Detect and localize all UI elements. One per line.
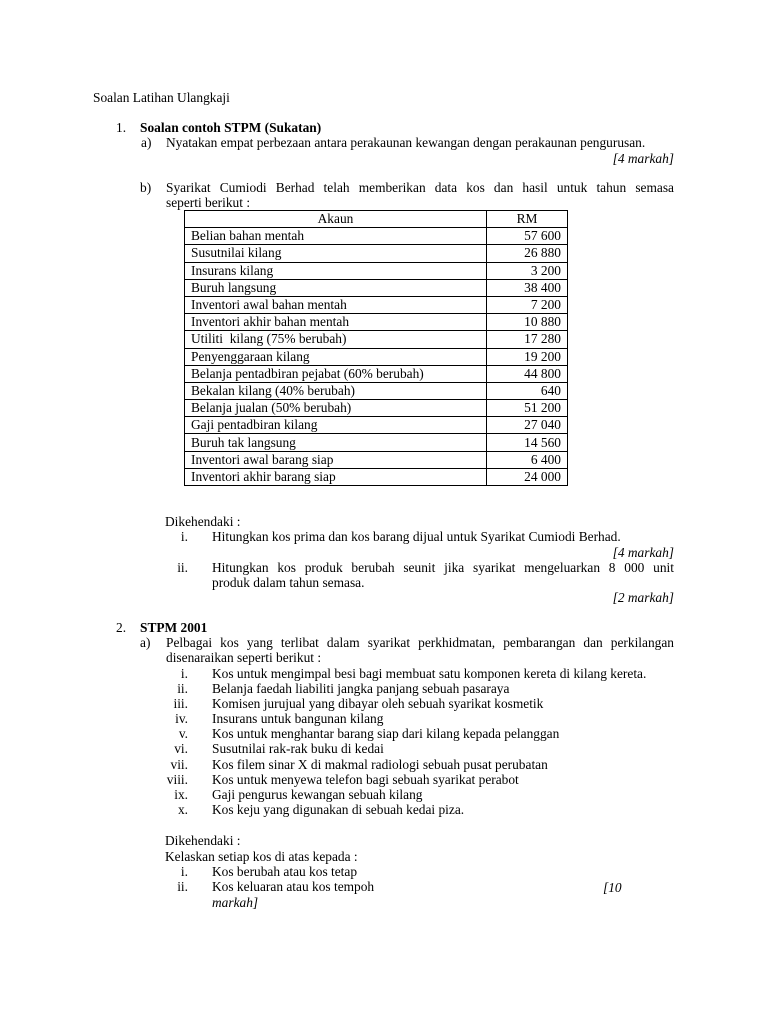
table-row <box>185 348 568 365</box>
q2-marks-part2: markah] <box>212 895 259 910</box>
amount-cell: 38 400 <box>487 279 568 296</box>
account-cell: Inventori awal bahan mentah <box>185 296 487 313</box>
amount-cell: 640 <box>487 382 568 399</box>
amount-cell: 24 000 <box>487 468 568 485</box>
list-item-label: vi. <box>174 741 188 756</box>
q1-required-heading: Dikehendaki : <box>165 514 241 529</box>
list-item-text: Insurans untuk bangunan kilang <box>212 711 384 726</box>
q2-required-heading: Dikehendaki : <box>165 833 241 848</box>
account-cell: Inventori akhir barang siap <box>185 468 487 485</box>
q1-a-text: Nyatakan empat perbezaan antara perakaunan kewangan dengan perakaunan pengurusan. <box>166 135 646 150</box>
account-cell: Penyenggaraan kilang <box>185 348 487 365</box>
amount-cell: 26 880 <box>487 245 568 262</box>
account-cell: Belanja pentadbiran pejabat (60% berubah) <box>185 365 487 382</box>
account-cell: Inventori akhir bahan mentah <box>185 314 487 331</box>
table-row <box>185 400 568 417</box>
q2-a-label: a) <box>140 635 151 650</box>
table-row <box>185 279 568 296</box>
account-cell: Insurans kilang <box>185 262 487 279</box>
account-cell: Bekalan kilang (40% berubah) <box>185 382 487 399</box>
account-cell: Utiliti kilang (75% berubah) <box>185 331 487 348</box>
table-row <box>185 262 568 279</box>
q1-a-label: a) <box>141 135 152 150</box>
account-cell: Gaji pentadbiran kilang <box>185 417 487 434</box>
amount-cell: 57 600 <box>487 228 568 245</box>
list-item-label: vii. <box>170 757 188 772</box>
list-item-text: Susutnilai rak-rak buku di kedai <box>212 741 384 756</box>
account-cell: Belanja jualan (50% berubah) <box>185 400 487 417</box>
list-item-text: Kos keju yang digunakan di sebuah kedai piza. <box>212 802 465 817</box>
account-cell: Buruh tak langsung <box>185 434 487 451</box>
q1-req-i-text: Hitungkan kos prima dan kos barang dijual untuk Syarikat Cumiodi Berhad. <box>212 529 621 544</box>
list-item-label: ii. <box>177 681 188 696</box>
amount-cell: 51 200 <box>487 400 568 417</box>
q1-number: 1. <box>116 120 127 135</box>
list-item-label: i. <box>180 666 188 681</box>
q2-classify-text: Kelaskan setiap kos di atas kepada : <box>165 849 358 864</box>
header-amount: RM <box>487 211 568 228</box>
q2-class-i-label: i. <box>180 864 188 879</box>
amount-cell: 3 200 <box>487 262 568 279</box>
amount-cell: 27 040 <box>487 417 568 434</box>
amount-cell: 17 280 <box>487 331 568 348</box>
list-item-text: Kos untuk menghantar barang siap dari kilang kepada pelanggan <box>212 726 560 741</box>
q1-a-marks: [4 markah] <box>612 151 674 166</box>
q2-class-i-text: Kos berubah atau kos tetap <box>212 864 358 879</box>
table-row <box>185 434 568 451</box>
list-item-label: iv. <box>175 711 188 726</box>
list-item-label: v. <box>178 726 188 741</box>
table-row <box>185 417 568 434</box>
q2-a-line2: disenaraikan seperti berikut : <box>166 650 322 665</box>
list-item-label: x. <box>177 802 188 817</box>
q1-heading: Soalan contoh STPM (Sukatan) <box>140 120 322 135</box>
q1-req-ii-line2: produk dalam tahun semasa. <box>212 575 365 590</box>
amount-cell: 19 200 <box>487 348 568 365</box>
amount-cell: 10 880 <box>487 314 568 331</box>
amount-cell: 7 200 <box>487 296 568 313</box>
table-header-row <box>185 211 568 228</box>
q1-req-i-marks: [4 markah] <box>612 545 674 560</box>
list-item-label: iii. <box>173 696 188 711</box>
q2-class-ii-label: ii. <box>177 879 188 894</box>
account-cell: Susutnilai kilang <box>185 245 487 262</box>
table-row <box>185 314 568 331</box>
q1-b-text-line2: seperti berikut : <box>166 195 251 210</box>
amount-cell: 44 800 <box>487 365 568 382</box>
list-item-text: Gaji pengurus kewangan sebuah kilang <box>212 787 423 802</box>
q1-req-ii-marks: [2 markah] <box>612 590 674 605</box>
table-row <box>185 245 568 262</box>
q2-heading: STPM 2001 <box>140 620 208 635</box>
list-item-text: Kos filem sinar X di makmal radiologi sebuah pusat perubatan <box>212 757 548 772</box>
cost-data-table <box>184 210 568 486</box>
q2-number: 2. <box>116 620 127 635</box>
header-account: Akaun <box>185 211 487 228</box>
q1-req-i-label: i. <box>180 529 188 544</box>
account-cell: Belian bahan mentah <box>185 228 487 245</box>
table-row <box>185 365 568 382</box>
amount-cell: 6 400 <box>487 451 568 468</box>
account-cell: Buruh langsung <box>185 279 487 296</box>
table-row <box>185 468 568 485</box>
q1-b-label: b) <box>140 180 152 195</box>
table-row <box>185 382 568 399</box>
table-row <box>185 296 568 313</box>
table-row <box>185 331 568 348</box>
q1-b-text-line1: Syarikat Cumiodi Berhad telah memberikan data kos dan hasil untuk tahun semasa <box>166 180 674 195</box>
amount-cell: 14 560 <box>487 434 568 451</box>
list-item-label: ix. <box>174 787 188 802</box>
account-cell: Inventori awal barang siap <box>185 451 487 468</box>
list-item-label: viii. <box>166 772 188 787</box>
page-title: Soalan Latihan Ulangkaji <box>93 90 230 105</box>
list-item-text: Komisen jurujual yang dibayar oleh sebuah syarikat kosmetik <box>212 696 544 711</box>
q1-req-ii-label: ii. <box>177 560 188 575</box>
table-row <box>185 451 568 468</box>
table-row <box>185 228 568 245</box>
q2-marks-part1: [10 <box>603 880 622 895</box>
q1-req-ii-line1: Hitungkan kos produk berubah seunit jika syarikat mengeluarkan 8 000 unit <box>212 560 674 575</box>
list-item-text: Kos untuk mengimpal besi bagi membuat satu komponen kereta di kilang kereta. <box>212 666 647 681</box>
list-item-text: Belanja faedah liabiliti jangka panjang sebuah pasaraya <box>212 681 510 696</box>
q2-class-ii-text: Kos keluaran atau kos tempoh <box>212 879 375 894</box>
list-item-text: Kos untuk menyewa telefon bagi sebuah syarikat perabot <box>212 772 519 787</box>
q2-a-line1: Pelbagai kos yang terlibat dalam syarikat perkhidmatan, pembarangan dan perkilangan <box>166 635 674 650</box>
